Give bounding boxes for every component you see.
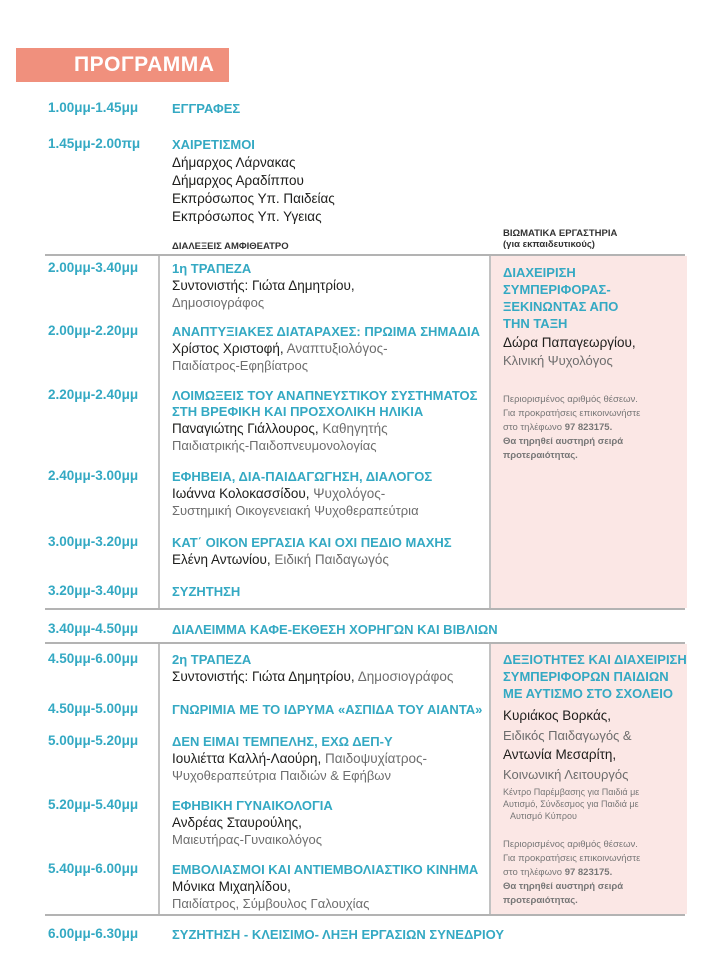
speaker-name: Ιουλιέττα Καλλή-Λαούρη, (172, 751, 322, 766)
column-divider (158, 256, 160, 608)
workshop-title: ΔΙΑΧΕΙΡΙΣΗ (503, 265, 576, 280)
greeting-line: Δήμαρχος Αραδίππου (172, 173, 304, 188)
workshop-speaker-role: Κοινωνική Λειτουργός (503, 767, 629, 782)
time-slot: 3.00μμ-3.20μμ (48, 534, 139, 549)
speaker-role: Μαιευτήρας-Γυναικολόγος (172, 832, 323, 847)
time-slot: 2.00μμ-2.20μμ (48, 323, 139, 338)
workshop-note: Για προκρατήσεις επικοινωνήστε (503, 408, 641, 419)
workshop-org: Αυτισμό, Σύνδεσμος για Παιδιά με (503, 799, 639, 809)
workshop-title: ΞΕΚΙΝΩΝΤΑΣ ΑΠΟ (503, 299, 619, 314)
speaker-name: Συντονιστής: Γιώτα Δημητρίου, (172, 278, 355, 293)
title-break: ΔΙΑΛΕΙΜΜΑ ΚΑΦΕ-ΕΚΘΕΣΗ ΧΟΡΗΓΩΝ ΚΑΙ ΒΙΒΛΙΩΝ (172, 622, 498, 637)
workshop-note (503, 866, 612, 880)
time-slot: 2.00μμ-3.40μμ (48, 260, 139, 275)
time-slot: 5.40μμ-6.00μμ (48, 861, 139, 876)
workshop-strict: Θα τηρηθεί αυστηρή σειρά (503, 881, 624, 892)
workshops-header: ΒΙΩΜΑΤΙΚΑ ΕΡΓΑΣΤΗΡΙΑ (503, 228, 618, 239)
greeting-line: Δήμαρχος Λάρνακας (172, 155, 296, 170)
session-title: ΚΑΤ΄ ΟΙΚΟΝ ΕΡΓΑΣΙΑ ΚΑΙ ΟΧΙ ΠΕΔΙΟ ΜΑΧΗΣ (172, 535, 452, 550)
workshop-note-text: στο τηλέφωνο (503, 867, 563, 878)
time-slot: 5.00μμ-5.20μμ (48, 733, 139, 748)
workshop-speaker-role: Κλινική Ψυχολόγος (503, 353, 613, 368)
session-title: ΓΝΩΡΙΜΙΑ ΜΕ ΤΟ ΙΔΡΥΜΑ «ΑΣΠΙΔΑ ΤΟΥ ΑΙΑΝΤΑ» (172, 702, 483, 717)
speaker-line (172, 420, 388, 438)
time-break: 3.40μμ-4.50μμ (48, 621, 139, 636)
workshop-title: ΜΕ ΑΥΤΙΣΜΟ ΣΤΟ ΣΧΟΛΕΙΟ (503, 686, 673, 701)
speaker-role: Καθηγητής (322, 421, 388, 436)
time-slot: 2.20μμ-2.40μμ (48, 387, 139, 402)
workshops-subheader: (για εκπαιδευτικούς) (503, 239, 595, 250)
time-slot: 4.50μμ-5.00μμ (48, 701, 139, 716)
workshop-strict: προτεραιότητας. (503, 895, 578, 906)
speaker-role: Παιδίατρος, Σύμβουλος Γαλουχίας (172, 896, 370, 911)
session-title: ΣΤΗ ΒΡΕΦΙΚΗ ΚΑΙ ΠΡΟΣΧΟΛΙΚΗ ΗΛΙΚΙΑ (172, 404, 424, 419)
speaker-role: Συστημική Οικογενειακή Ψυχοθεραπεύτρια (172, 503, 419, 518)
workshop-strict: προτεραιότητας. (503, 450, 578, 461)
workshop-phone: 97 823175. (564, 867, 613, 878)
workshop-strict: Θα τηρηθεί αυστηρή σειρά (503, 436, 624, 447)
speaker-role: Παιδιατρικής-Παιδοπνευμονολογίας (172, 438, 377, 453)
speaker-name: Παναγιώτης Γιάλλουρος, (172, 421, 319, 436)
session-title: ΕΜΒΟΛΙΑΣΜΟΙ ΚΑΙ ΑΝΤΙΕΜΒΟΛΙΑΣΤΙΚΟ ΚΙΝΗΜΑ (172, 862, 479, 877)
session-title: ΛΟΙΜΩΞΕΙΣ ΤΟΥ ΑΝΑΠΝΕΥΣΤΙΚΟΥ ΣΥΣΤΗΜΑΤΟΣ (172, 388, 478, 403)
time-greetings: 1.45μμ-2.00πμ (48, 136, 141, 151)
speaker-role: Ψυχολόγος- (313, 486, 386, 501)
workshop-title: ΣΥΜΠΕΡΙΦΟΡΩΝ ΠΑΙΔΙΩΝ (503, 669, 669, 684)
speaker-name: Μόνικα Μιχαηλίδου, (172, 879, 291, 894)
session-title: 2η ΤΡΑΠΕΖΑ (172, 652, 252, 667)
program-title: ΠΡΟΓΡΑΜΜΑ (74, 53, 215, 76)
workshop-note: Περιορισμένος αριθμός θέσεων. (503, 839, 638, 850)
workshop-speaker: Αντωνία Μεσαρίτη, (503, 747, 617, 762)
speaker-line (172, 340, 388, 358)
workshop-title: ΤΗΝ ΤΑΞΗ (503, 316, 568, 331)
speaker-name: Ελένη Αντωνίου, (172, 552, 271, 567)
session-title: ΕΦΗΒΙΚΗ ΓΥΝΑΙΚΟΛΟΓΙΑ (172, 798, 333, 813)
workshop-title: ΣΥΜΠΕΡΙΦΟΡΑΣ- (503, 282, 611, 297)
workshop-note-text: στο τηλέφωνο (503, 422, 563, 433)
speaker-name: Συντονιστής: Γιώτα Δημητρίου, (172, 669, 355, 684)
lectures-header: ΔΙΑΛΕΞΕΙΣ ΑΜΦΙΘΕΑΤΡΟ (172, 241, 289, 252)
workshop-note: Περιορισμένος αριθμός θέσεων. (503, 394, 638, 405)
speaker-role: Παιδίατρος-Εφηβίατρος (172, 358, 309, 373)
divider (45, 914, 685, 916)
speaker-line (172, 668, 453, 686)
speaker-role: Ειδική Παιδαγωγός (274, 552, 389, 567)
time-slot: 3.20μμ-3.40μμ (48, 583, 139, 598)
title-greetings: ΧΑΙΡΕΤΙΣΜΟΙ (172, 137, 255, 152)
session-title: 1η ΤΡΑΠΕΖΑ (172, 261, 252, 276)
workshop-title: ΔΕΞΙΟΤΗΤΕΣ ΚΑΙ ΔΙΑΧΕΙΡΙΣΗ (503, 652, 687, 667)
time-slot: 4.50μμ-6.00μμ (48, 651, 139, 666)
speaker-role: Παιδοψυχίατρος- (325, 751, 428, 766)
workshop-org: Αυτισμό Κύπρου (510, 811, 577, 821)
workshop-speaker: Κυριάκος Βορκάς, (503, 708, 612, 723)
time-registration: 1.00μμ-1.45μμ (48, 100, 139, 115)
speaker-name: Ανδρέας Σταυρούλης, (172, 815, 302, 830)
speaker-role: Δημοσιογράφος (357, 669, 454, 684)
speaker-name: Χρίστος Χριστοφή, (172, 341, 284, 356)
session-title: ΔΕΝ ΕΙΜΑΙ ΤΕΜΠΕΛΗΣ, ΕΧΩ ΔΕΠ-Υ (172, 734, 393, 749)
workshop-org: Κέντρο Παρέμβασης για Παιδιά με (503, 787, 640, 797)
time-slot: 5.20μμ-5.40μμ (48, 797, 139, 812)
workshop-phone: 97 823175. (564, 422, 613, 433)
greeting-line: Εκπρόσωπος Υπ. Παιδείας (172, 191, 335, 206)
workshop-note: Για προκρατήσεις επικοινωνήστε (503, 853, 641, 864)
speaker-line (172, 551, 389, 569)
title-closing: ΣΥΖΗΤΗΣΗ - ΚΛΕΙΣΙΜΟ- ΛΗΞΗ ΕΡΓΑΣΙΩΝ ΣΥΝΕΔΡΙΟΥ (172, 927, 504, 942)
speaker-line (172, 750, 427, 768)
workshop-note (503, 421, 612, 435)
speaker-role: Δημοσιογράφος (172, 295, 265, 310)
speaker-role: Ψυχοθεραπεύτρια Παιδιών & Εφήβων (172, 768, 391, 783)
session-title: ΣΥΖΗΤΗΣΗ (172, 584, 241, 599)
time-slot: 2.40μμ-3.00μμ (48, 468, 139, 483)
workshop-speaker: Δώρα Παπαγεωργίου, (503, 335, 636, 350)
divider (45, 608, 685, 610)
program-banner (16, 48, 229, 82)
time-closing: 6.00μμ-6.30μμ (48, 926, 139, 941)
greeting-line: Εκπρόσωπος Υπ. Υγειας (172, 209, 322, 224)
session-title: ΕΦΗΒΕΙΑ, ΔΙΑ-ΠΑΙΔΑΓΩΓΗΣΗ, ΔΙΑΛΟΓΟΣ (172, 469, 433, 484)
speaker-name: Ιωάννα Κολοκασσίδου, (172, 486, 310, 501)
speaker-role: Αναπτυξιολόγος- (286, 341, 388, 356)
speaker-line (172, 485, 385, 503)
session-title: ΑΝΑΠΤΥΞΙΑΚΕΣ ΔΙΑΤΑΡΑΧΕΣ: ΠΡΩΙΜΑ ΣΗΜΑΔΙΑ (172, 324, 481, 339)
workshop-speaker-role: Ειδικός Παιδαγωγός & (503, 728, 632, 743)
title-registration: ΕΓΓΡΑΦΕΣ (172, 101, 241, 116)
column-divider (158, 644, 160, 914)
